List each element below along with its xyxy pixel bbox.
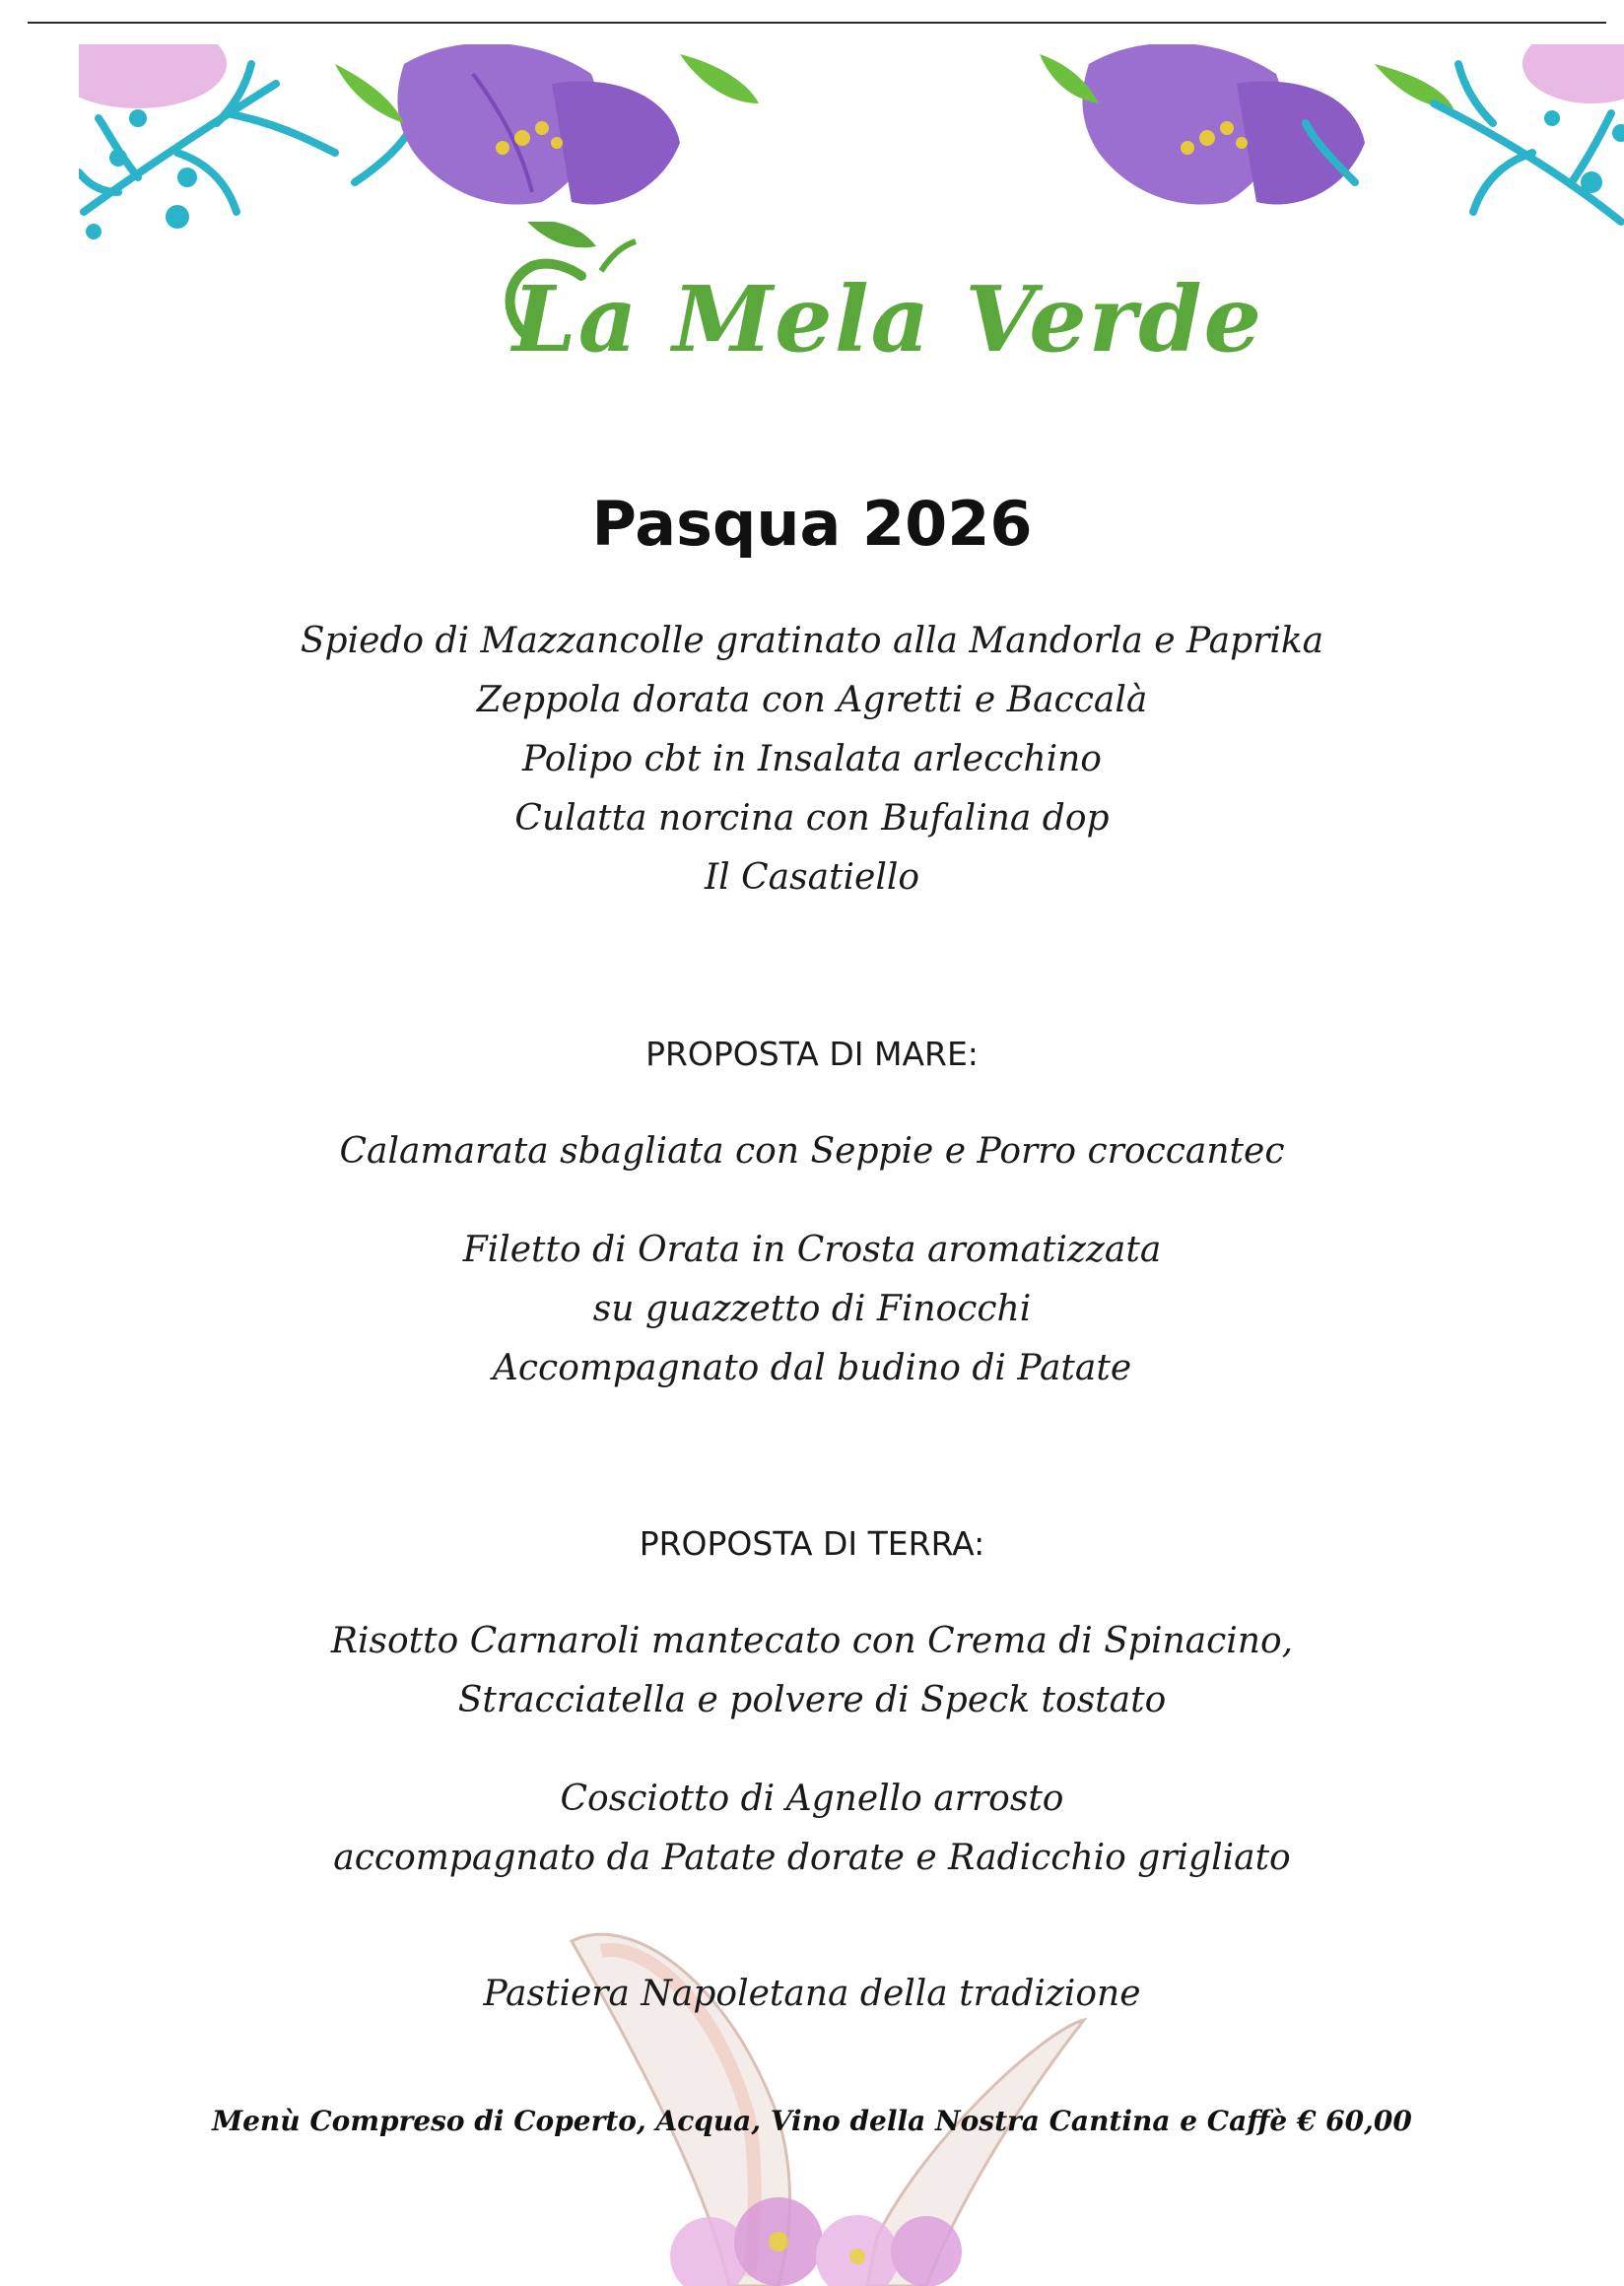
brand-logo: [453, 197, 1320, 394]
terra-primo-line: Stracciatella e polvere di Speck tostato: [457, 1680, 1167, 1720]
mare-secondo-line: Accompagnato dal budino di Patate: [492, 1348, 1132, 1388]
section-heading-mare: PROPOSTA DI MARE:: [645, 1035, 979, 1073]
page-title: Pasqua 2026: [591, 488, 1033, 560]
antipasto-item: Polipo cbt in Insalata arlecchino: [522, 739, 1102, 779]
section-heading-terra: PROPOSTA DI TERRA:: [639, 1524, 985, 1563]
mare-secondo-line: su guazzetto di Finocchi: [592, 1289, 1032, 1329]
mare-primo: Calamarata sbagliata con Seppie e Porro croccantec: [339, 1131, 1285, 1172]
antipasto-item: Spiedo di Mazzancolle gratinato alla Mandorla e Paprika: [300, 621, 1324, 661]
menu-price-note: Menù Compreso di Coperto, Acqua, Vino della Nostra Cantina e Caffè € 60,00: [212, 2105, 1412, 2137]
antipasto-item: Il Casatiello: [704, 857, 920, 898]
terra-secondo-line: Cosciotto di Agnello arrosto: [560, 1779, 1064, 1819]
dolce: Pastiera Napoletana della tradizione: [483, 1974, 1141, 2014]
terra-primo-line: Risotto Carnaroli mantecato con Crema di Spinacino,: [330, 1621, 1294, 1661]
top-rule: [28, 22, 1606, 24]
antipasto-item: Culatta norcina con Bufalina dop: [514, 798, 1110, 839]
mare-secondo-line: Filetto di Orata in Crosta aromatizzata: [462, 1230, 1162, 1270]
terra-secondo-line: accompagnato da Patate dorate e Radicchio grigliato: [333, 1838, 1291, 1878]
antipasto-item: Zeppola dorata con Agretti e Baccalà: [476, 680, 1148, 720]
brand-name: La Mela Verde: [512, 266, 1264, 372]
